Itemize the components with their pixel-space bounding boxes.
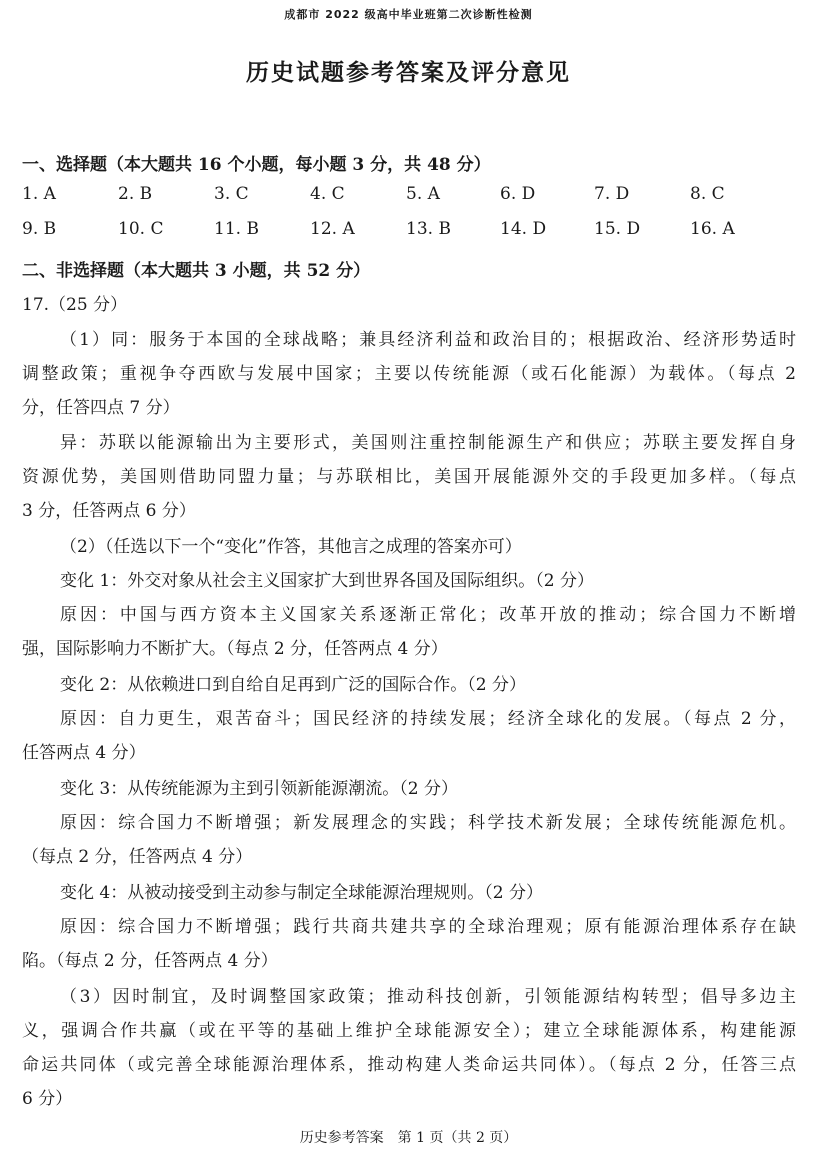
- question-17-label: 17.（25 分）: [22, 295, 128, 315]
- answer-line: 3 分，任答两点 6 分）: [22, 501, 196, 521]
- answer-line: 陷。（每点 2 分，任答两点 4 分）: [22, 951, 278, 971]
- answer-line: 调整政策；重视争夺西欧与发展中国家；主要以传统能源（或石化能源）为载体。（每点 2: [22, 364, 796, 384]
- answer-item: 4. C: [310, 184, 345, 204]
- answer-row: [22, 219, 802, 247]
- answer-line: 原因：综合国力不断增强；践行共商共建共享的全球治理观；原有能源治理体系存在缺: [60, 917, 796, 937]
- answer-line: 6 分）: [22, 1089, 73, 1109]
- answer-line: 资源优势，美国则借助同盟力量；与苏联相比，美国开展能源外交的手段更加多样。（每点: [22, 467, 796, 487]
- answer-item: 11. B: [214, 219, 259, 239]
- answer-line: （2）（任选以下一个“变化”作答，其他言之成理的答案亦可）: [60, 537, 522, 557]
- answer-item: 2. B: [118, 184, 153, 204]
- answer-line: 任答两点 4 分）: [22, 743, 146, 763]
- answer-row: [22, 184, 802, 212]
- answer-item: 5. A: [406, 184, 440, 204]
- answer-line: 义，强调合作共赢（或在平等的基础上维护全球能源安全）；建立全球能源体系，构建能源: [22, 1021, 796, 1041]
- answer-item: 8. C: [690, 184, 725, 204]
- answer-item: 14. D: [500, 219, 547, 239]
- answer-line: 强，国际影响力不断扩大。（每点 2 分，任答两点 4 分）: [22, 639, 448, 659]
- answer-line: 原因：自力更生，艰苦奋斗；国民经济的持续发展；经济全球化的发展。（每点 2 分，: [60, 709, 796, 729]
- answer-line: 原因：中国与西方资本主义国家关系逐渐正常化；改革开放的推动；综合国力不断增: [60, 605, 796, 625]
- section2-heading: 二、非选择题（本大题共 3 小题，共 52 分）: [22, 261, 371, 281]
- answer-item: 1. A: [22, 184, 56, 204]
- answer-line: 分，任答四点 7 分）: [22, 398, 180, 418]
- answer-item: 10. C: [118, 219, 164, 239]
- document-title: 历史试题参考答案及评分意见: [246, 60, 571, 86]
- answer-line: （3）因时制宜，及时调整国家政策；推动科技创新，引领能源结构转型；倡导多边主: [60, 987, 796, 1007]
- answer-item: 9. B: [22, 219, 57, 239]
- answer-item: 6. D: [500, 184, 536, 204]
- answer-item: 15. D: [594, 219, 641, 239]
- answer-item: 7. D: [594, 184, 630, 204]
- answer-line: 变化 3：从传统能源为主到引领新能源潮流。（2 分）: [60, 779, 458, 799]
- answer-line: 命运共同体（或完善全球能源治理体系，推动构建人类命运共同体）。（每点 2 分，任答三点: [22, 1055, 796, 1075]
- answer-line: 原因：综合国力不断增强；新发展理念的实践；科学技术新发展；全球传统能源危机。: [60, 813, 796, 833]
- answer-line: （1）同：服务于本国的全球战略；兼具经济利益和政治目的；根据政治、经济形势适时: [60, 330, 796, 350]
- answer-item: 12. A: [310, 219, 355, 239]
- page-footer: 历史参考答案 第 1 页（共 2 页）: [299, 1130, 518, 1146]
- answer-line: 变化 1：外交对象从社会主义国家扩大到世界各国及国际组织。（2 分）: [60, 571, 594, 591]
- exam-title: 成都市 2022 级高中毕业班第二次诊断性检测: [284, 8, 533, 21]
- answer-line: （每点 2 分，任答两点 4 分）: [22, 847, 253, 867]
- answer-item: 3. C: [214, 184, 249, 204]
- answer-item: 16. A: [690, 219, 735, 239]
- answer-line: 变化 4：从被动接受到主动参与制定全球能源治理规则。（2 分）: [60, 883, 543, 903]
- answer-line: 变化 2：从依赖进口到自给自足再到广泛的国际合作。（2 分）: [60, 675, 526, 695]
- section1-heading: 一、选择题（本大题共 16 个小题，每小题 3 分，共 48 分）: [22, 155, 491, 175]
- answer-line: 异：苏联以能源输出为主要形式，美国则注重控制能源生产和供应；苏联主要发挥自身: [60, 433, 796, 453]
- answer-item: 13. B: [406, 219, 451, 239]
